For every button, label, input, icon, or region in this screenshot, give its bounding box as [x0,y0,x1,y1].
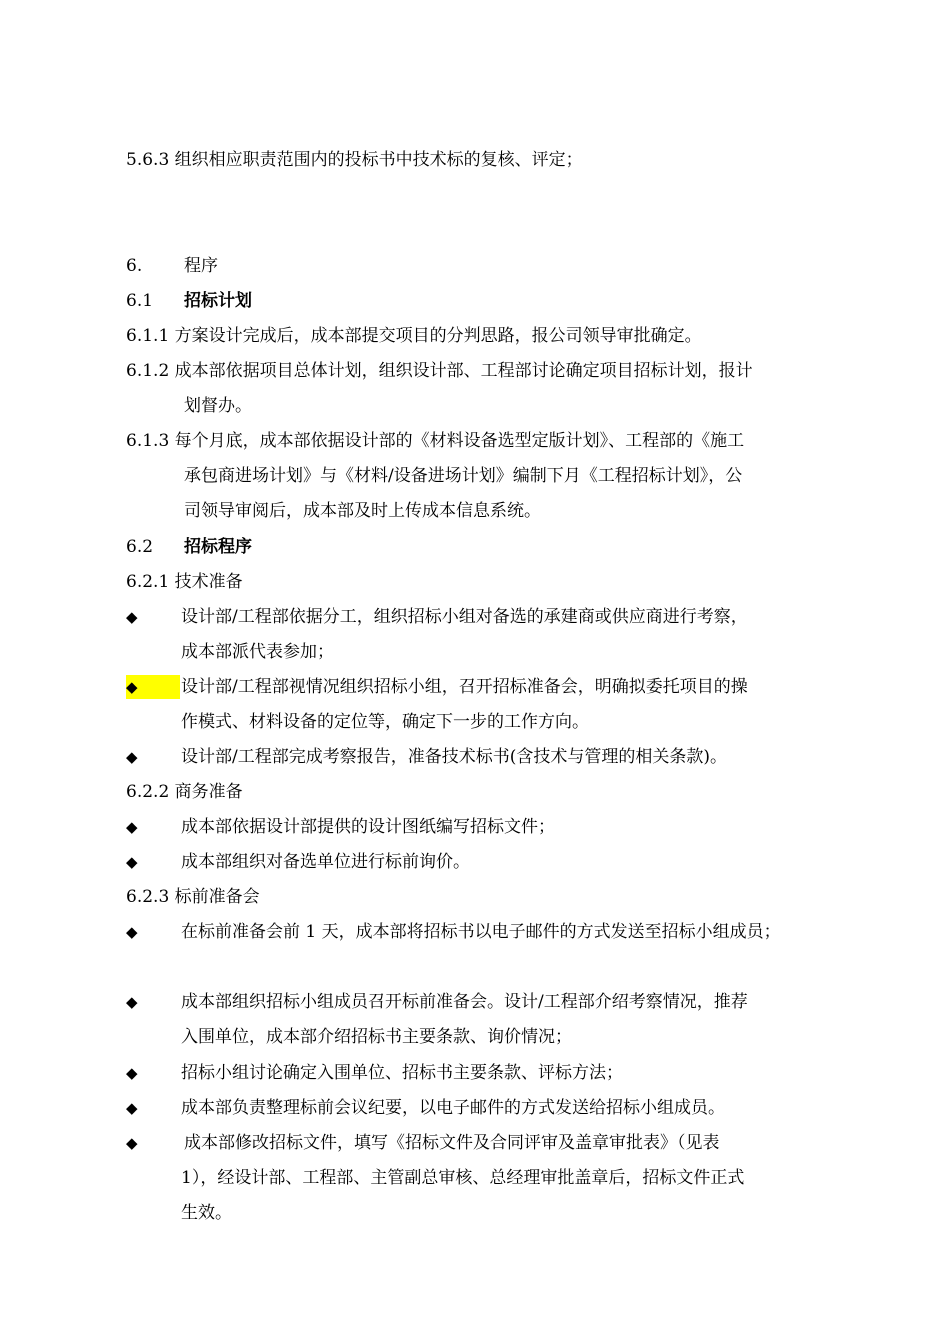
clause-6-2-3: 6.2.3 标前准备会 [126,887,260,907]
section-6-2-number: 6.2 [126,537,154,557]
clause-6-1-1: 6.1.1 方案设计完成后，成本部提交项目的分判思路，报公司领导审批确定。 [126,326,702,346]
bullet-3: 设计部/工程部完成考察报告，准备技术标书(含技术与管理的相关条款)。 [181,747,727,767]
bullet-2-line2: 作模式、材料设备的定位等，确定下一步的工作方向。 [181,712,589,732]
clause-5-6-3: 5.6.3 组织相应职责范围内的投标书中技术标的复核、评定； [126,150,583,170]
bullet-7-line2: 入围单位，成本部介绍招标书主要条款、询价情况； [181,1027,572,1047]
bullet-diamond-icon: ◆ [126,993,138,1011]
clause-6-2-1: 6.2.1 技术准备 [126,572,243,592]
bullet-10-line2: 1），经设计部、工程部、主管副总审核、总经理审批盖章后，招标文件正式 [181,1168,745,1188]
bullet-diamond-highlighted-icon: ◆ [126,675,180,699]
bullet-2-line1: 设计部/工程部视情况组织招标小组，召开招标准备会，明确拟委托项目的操 [181,677,748,697]
bullet-9: 成本部负责整理标前会议纪要，以电子邮件的方式发送给招标小组成员。 [181,1098,725,1118]
bullet-1-line2: 成本部派代表参加； [181,642,334,662]
bullet-1-line1: 设计部/工程部依据分工，组织招标小组对备选的承建商或供应商进行考察， [181,607,748,627]
bullet-diamond-icon: ◆ [126,853,138,871]
bullet-diamond-icon: ◆ [126,1099,138,1117]
bullet-7-line1: 成本部组织招标小组成员召开标前准备会。设计/工程部介绍考察情况，推荐 [181,992,748,1012]
section-6-title: 程序 [184,256,218,276]
clause-6-1-2-line1: 6.1.2 成本部依据项目总体计划，组织设计部、工程部讨论确定项目招标计划，报计 [126,361,753,381]
clause-6-1-3-line2: 承包商进场计划》与《材料/设备进场计划》编制下月《工程招标计划》，公 [184,466,743,486]
bullet-6: 在标前准备会前 1 天，成本部将招标书以电子邮件的方式发送至招标小组成员； [181,922,781,942]
bullet-diamond-icon: ◆ [126,818,138,836]
section-6-1-number: 6.1 [126,291,154,311]
section-6-number: 6. [126,256,143,276]
bullet-10-line1: 成本部修改招标文件，填写《招标文件及合同评审及盖章审批表》（见表 [184,1133,720,1153]
clause-6-1-3-line1: 6.1.3 每个月底，成本部依据设计部的《材料设备选型定版计划》、工程部的《施工 [126,431,745,451]
bullet-diamond-icon: ◆ [126,1064,138,1082]
bullet-diamond-icon: ◆ [126,1134,138,1152]
bullet-5: 成本部组织对备选单位进行标前询价。 [181,852,470,872]
section-6-1-title: 招标计划 [184,291,252,311]
bullet-diamond-icon: ◆ [126,923,138,941]
bullet-8: 招标小组讨论确定入围单位、招标书主要条款、评标方法； [181,1063,623,1083]
section-6-2-title: 招标程序 [184,537,252,557]
clause-6-2-2: 6.2.2 商务准备 [126,782,243,802]
bullet-4: 成本部依据设计部提供的设计图纸编写招标文件； [181,817,555,837]
clause-6-1-2-line2: 划督办。 [184,396,252,416]
bullet-diamond-icon: ◆ [126,608,138,626]
bullet-10-line3: 生效。 [181,1203,232,1223]
clause-6-1-3-line3: 司领导审阅后，成本部及时上传成本信息系统。 [184,501,541,521]
bullet-diamond-icon: ◆ [126,748,138,766]
